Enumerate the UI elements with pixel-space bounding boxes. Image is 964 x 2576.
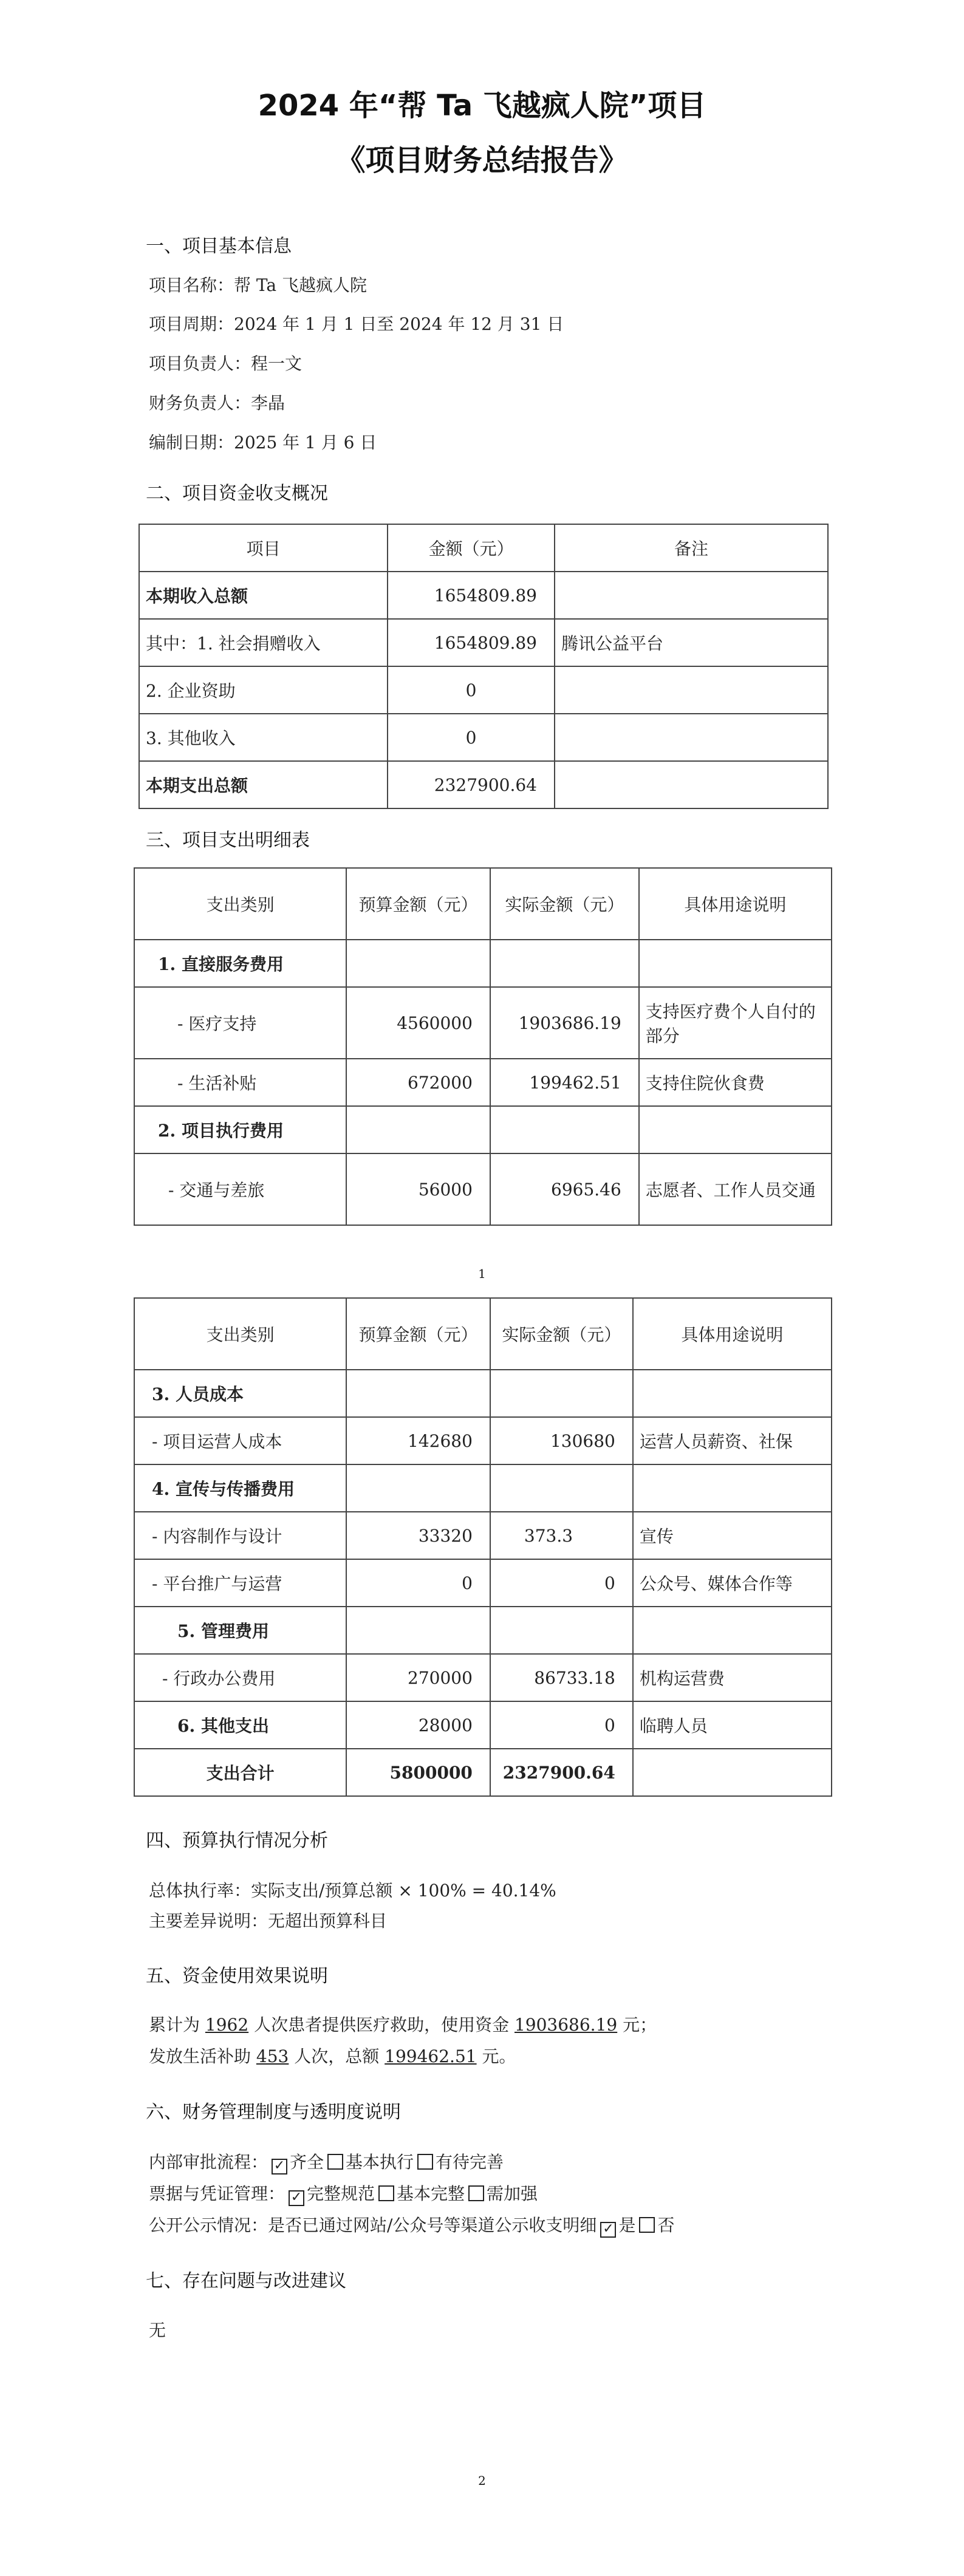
budget-cell: 270000 <box>346 1654 490 1701</box>
section-management-heading: 六、财务管理制度与透明度说明 <box>146 2102 401 2123</box>
total-label: 支出合计 <box>134 1749 346 1796</box>
table-row <box>134 1417 832 1464</box>
usage-cell: 宣传 <box>633 1512 832 1559</box>
table-header-row <box>139 524 828 572</box>
category-cell: 6. 其他支出 <box>134 1701 346 1749</box>
project-leader: 项目负责人：程一文 <box>149 354 303 374</box>
row-label: 本期收入总额 <box>139 572 388 619</box>
category-cell: 4. 宣传与传播费用 <box>134 1464 346 1512</box>
page-number: 1 <box>478 1266 486 1281</box>
budget-cell: 33320 <box>346 1512 490 1559</box>
effect-line-1: 累计为 1962 人次患者提供医疗救助，使用资金 1903686.19 元； <box>149 2015 657 2035</box>
category-cell: - 交通与差旅 <box>134 1153 346 1225</box>
checkbox-checked[interactable]: ✓ <box>289 2190 304 2206</box>
table-row <box>134 940 832 987</box>
header-cell: 预算金额（元） <box>346 868 490 940</box>
usage-cell: 机构运营费 <box>633 1654 832 1701</box>
table-row <box>134 1464 832 1512</box>
table-header-row <box>134 1298 832 1370</box>
row-note <box>555 714 828 761</box>
category-cell: 2. 项目执行费用 <box>134 1106 346 1153</box>
table-row <box>134 1701 832 1749</box>
actual-cell: 373.3 <box>490 1512 633 1559</box>
subsidy-count: 453 <box>256 2046 289 2066</box>
category-cell: - 内容制作与设计 <box>134 1512 346 1559</box>
row-note: 腾讯公益平台 <box>555 619 828 666</box>
row-amount: 1654809.89 <box>388 572 555 619</box>
category-cell: - 项目运营人成本 <box>134 1417 346 1464</box>
section-issues-heading: 七、存在问题与改进建议 <box>146 2270 346 2292</box>
budget-cell: 28000 <box>346 1701 490 1749</box>
approval-process-line: 内部审批流程： ✓ 齐全 基本执行 有待完善 <box>149 2152 504 2173</box>
checkbox-unchecked[interactable] <box>417 2154 433 2170</box>
finance-leader: 财务负责人：李晶 <box>149 393 285 413</box>
actual-cell: 0 <box>490 1559 633 1607</box>
budget-cell: 0 <box>346 1559 490 1607</box>
fund-overview-table <box>138 524 829 809</box>
category-cell: - 医疗支持 <box>134 987 346 1059</box>
table-row <box>139 572 828 619</box>
usage-cell: 临聘人员 <box>633 1701 832 1749</box>
effect-line-2: 发放生活补助 453 人次，总额 199462.51 元。 <box>149 2046 516 2066</box>
header-cell: 备注 <box>555 524 828 572</box>
table-row <box>134 1059 832 1106</box>
report-title-line2: 《项目财务总结报告》 <box>336 143 628 177</box>
usage-cell: 支持医疗费个人自付的部分 <box>639 987 832 1059</box>
table-header-row <box>134 868 832 940</box>
report-title-line1: 2024 年“帮 Ta 飞越疯人院”项目 <box>258 89 706 123</box>
checkbox-unchecked[interactable] <box>639 2217 655 2233</box>
table-row <box>134 1106 832 1153</box>
header-cell: 支出类别 <box>134 868 346 940</box>
row-amount: 0 <box>388 666 555 714</box>
project-name: 项目名称：帮 Ta 飞越疯人院 <box>149 275 367 295</box>
compile-date: 编制日期：2025 年 1 月 6 日 <box>149 432 377 453</box>
usage-cell: 运营人员薪资、社保 <box>633 1417 832 1464</box>
header-cell: 具体用途说明 <box>639 868 832 940</box>
budget-cell: 142680 <box>346 1417 490 1464</box>
section-expense-detail-heading: 三、项目支出明细表 <box>146 830 310 851</box>
section-effect-heading: 五、资金使用效果说明 <box>146 1966 328 1987</box>
table-row <box>134 1654 832 1701</box>
section-fund-overview-heading: 二、项目资金收支概况 <box>146 483 328 504</box>
table-row <box>134 987 832 1059</box>
actual-cell: 1903686.19 <box>490 987 639 1059</box>
checkbox-checked[interactable]: ✓ <box>600 2222 616 2238</box>
header-cell: 金额（元） <box>388 524 555 572</box>
page-number: 2 <box>478 2473 486 2488</box>
table-row <box>134 1370 832 1417</box>
category-cell: 1. 直接服务费用 <box>134 940 346 987</box>
actual-cell: 86733.18 <box>490 1654 633 1701</box>
header-cell: 预算金额（元） <box>346 1298 490 1370</box>
checkbox-checked[interactable]: ✓ <box>272 2159 287 2175</box>
row-note <box>555 666 828 714</box>
total-row <box>134 1749 832 1796</box>
voucher-management-line: 票据与凭证管理： ✓ 完整规范 基本完整 需加强 <box>149 2184 538 2205</box>
expense-table-part1 <box>134 867 832 1226</box>
header-cell: 具体用途说明 <box>633 1298 832 1370</box>
usage-cell: 公众号、媒体合作等 <box>633 1559 832 1607</box>
total-actual: 2327900.64 <box>490 1749 633 1796</box>
subsidy-amount: 199462.51 <box>385 2046 477 2066</box>
actual-cell: 130680 <box>490 1417 633 1464</box>
section-budget-analysis-heading: 四、预算执行情况分析 <box>146 1830 328 1851</box>
checkbox-unchecked[interactable] <box>468 2185 484 2201</box>
table-row <box>134 1153 832 1225</box>
usage-cell: 志愿者、工作人员交通 <box>639 1153 832 1225</box>
table-row <box>134 1512 832 1559</box>
actual-cell: 6965.46 <box>490 1153 639 1225</box>
table-row <box>139 761 828 808</box>
table-row <box>139 666 828 714</box>
category-cell: - 行政办公费用 <box>134 1654 346 1701</box>
budget-cell: 4560000 <box>346 987 490 1059</box>
total-budget: 5800000 <box>346 1749 490 1796</box>
row-note <box>555 761 828 808</box>
row-amount: 0 <box>388 714 555 761</box>
row-label: 2. 企业资助 <box>139 666 388 714</box>
budget-cell: 56000 <box>346 1153 490 1225</box>
section-basic-info-heading: 一、项目基本信息 <box>146 236 292 257</box>
category-cell: 3. 人员成本 <box>134 1370 346 1417</box>
category-cell: - 平台推广与运营 <box>134 1559 346 1607</box>
table-row <box>134 1559 832 1607</box>
variance-note: 主要差异说明：无超出预算科目 <box>149 1911 388 1931</box>
row-label: 本期支出总额 <box>139 761 388 808</box>
budget-cell: 672000 <box>346 1059 490 1106</box>
issues-body: 无 <box>149 2320 166 2340</box>
usage-cell: 支持住院伙食费 <box>639 1059 832 1106</box>
actual-cell: 199462.51 <box>490 1059 639 1106</box>
medical-amount: 1903686.19 <box>514 2015 618 2035</box>
row-note <box>555 572 828 619</box>
header-cell: 实际金额（元） <box>490 868 639 940</box>
publicity-line: 公开公示情况：是否已通过网站/公众号等渠道公示收支明细 ✓ 是 否 <box>149 2215 675 2236</box>
row-amount: 2327900.64 <box>388 761 555 808</box>
header-cell: 项目 <box>139 524 388 572</box>
patient-count: 1962 <box>205 2015 249 2035</box>
row-amount: 1654809.89 <box>388 619 555 666</box>
table-row <box>139 714 828 761</box>
checkbox-unchecked[interactable] <box>327 2154 343 2170</box>
category-cell: - 生活补贴 <box>134 1059 346 1106</box>
checkbox-unchecked[interactable] <box>378 2185 394 2201</box>
category-cell: 5. 管理费用 <box>134 1607 346 1654</box>
execution-rate: 总体执行率：实际支出/预算总额 × 100% = 40.14% <box>149 1881 556 1901</box>
project-period: 项目周期：2024 年 1 月 1 日至 2024 年 12 月 31 日 <box>149 314 564 334</box>
row-label: 3. 其他收入 <box>139 714 388 761</box>
row-label: 其中：1. 社会捐赠收入 <box>139 619 388 666</box>
header-cell: 支出类别 <box>134 1298 346 1370</box>
usage-cell <box>633 1749 832 1796</box>
header-cell: 实际金额（元） <box>490 1298 633 1370</box>
actual-cell: 0 <box>490 1701 633 1749</box>
table-row <box>139 619 828 666</box>
expense-table-part2 <box>134 1297 832 1797</box>
table-row <box>134 1607 832 1654</box>
